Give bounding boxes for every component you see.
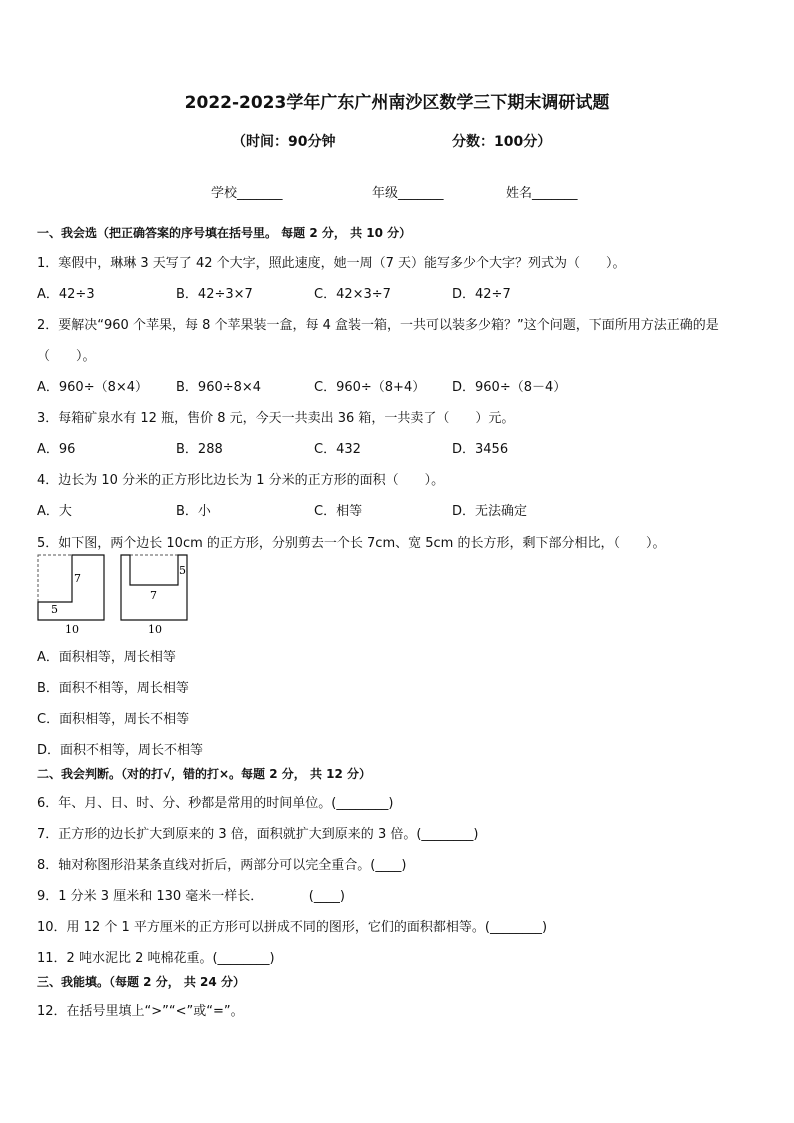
q4-option-c: C．相等 xyxy=(314,504,363,519)
q2-option-a: A．960÷（8×4） xyxy=(37,380,149,395)
question-12: 12．在括号里填上“>”“<”或“=”。 xyxy=(37,1004,244,1019)
grade-field: 年级_______ xyxy=(372,186,444,201)
question-9: 9．1 分米 3 厘米和 130 毫米一样长． (____) xyxy=(37,889,345,904)
question-6: 6．年、月、日、时、分、秒都是常用的时间单位。(________) xyxy=(37,796,394,811)
exam-time: （时间：90分钟 xyxy=(232,134,336,150)
section-2-heading: 二、我会判断。（对的打√，错的打×。每题 2 分， 共 12 分） xyxy=(37,767,371,781)
section-3-heading: 三、我能填。（每题 2 分， 共 24 分） xyxy=(37,975,245,989)
question-7: 7．正方形的边长扩大到原来的 3 倍，面积就扩大到原来的 3 倍。(________) xyxy=(37,827,479,842)
q3-option-a: A．96 xyxy=(37,442,76,457)
q2-option-d: D．960÷（8－4） xyxy=(452,380,567,395)
question-4: 4．边长为 10 分米的正方形比边长为 1 分米的正方形的面积（ ）。 xyxy=(37,473,445,488)
q1-option-a: A．42÷3 xyxy=(37,287,95,302)
q4-option-a: A．大 xyxy=(37,504,72,519)
q3-option-d: D．3456 xyxy=(452,442,509,457)
q3-option-c: C．432 xyxy=(314,442,361,457)
question-1: 1．寒假中，琳琳 3 天写了 42 个大字，照此速度，她一周（7 天）能写多少个大字？列式为（ ）。 xyxy=(37,256,626,271)
left-label-base: 10 xyxy=(65,623,79,636)
question-5: 5．如下图，两个边长 10cm 的正方形，分别剪去一个长 7cm、宽 5cm 的长方形，剩下部分相比，（ ）。 xyxy=(37,536,666,551)
q4-option-b: B．小 xyxy=(176,504,211,519)
q5-figure-right xyxy=(121,555,187,636)
q5-option-b: B．面积不相等，周长相等 xyxy=(37,681,189,696)
right-label-inner: 7 xyxy=(150,589,157,602)
left-label-inner: 5 xyxy=(51,603,58,616)
question-3: 3．每箱矿泉水有 12 瓶，售价 8 元，今天一共卖出 36 箱，一共卖了（ ）元。 xyxy=(37,411,515,426)
q5-figure-left xyxy=(38,555,104,636)
q5-option-c: C．面积相等，周长不相等 xyxy=(37,712,190,727)
exam-title: 2022-2023学年广东广州南沙区数学三下期末调研试题 xyxy=(184,93,610,113)
q3-option-b: B．288 xyxy=(176,442,223,457)
q5-figure xyxy=(34,552,194,638)
question-11: 11．2 吨水泥比 2 吨棉花重。(________) xyxy=(37,951,275,966)
q5-option-a: A．面积相等，周长相等 xyxy=(37,650,176,665)
section-1-heading: 一、我会选（把正确答案的序号填在括号里。 每题 2 分， 共 10 分） xyxy=(37,226,412,240)
question-8: 8．轴对称图形沿某条直线对折后，两部分可以完全重合。(____) xyxy=(37,858,407,873)
q2-option-c: C．960÷（8+4） xyxy=(314,380,426,395)
q1-option-d: D．42÷7 xyxy=(452,287,511,302)
q2-option-b: B．960÷8×4 xyxy=(176,380,262,395)
q4-option-d: D．无法确定 xyxy=(452,504,528,519)
school-field: 学校_______ xyxy=(211,186,283,201)
q1-option-c: C．42×3÷7 xyxy=(314,287,391,302)
right-label-base: 10 xyxy=(148,623,162,636)
question-10: 10．用 12 个 1 平方厘米的正方形可以拼成不同的图形，它们的面积都相等。(________) xyxy=(37,920,548,935)
name-field: 姓名_______ xyxy=(506,186,578,201)
left-label-side: 7 xyxy=(74,572,81,585)
exam-score: 分数：100分） xyxy=(452,134,552,150)
right-label-side: 5 xyxy=(179,564,186,577)
question-2-cont: （ ）。 xyxy=(37,349,96,364)
q1-option-b: B．42÷3×7 xyxy=(176,287,253,302)
q5-option-d: D．面积不相等，周长不相等 xyxy=(37,743,204,758)
question-2: 2．要解决“960 个苹果，每 8 个苹果装一盒，每 4 盒装一箱，一共可以装多少箱？”这个问题，下面所用方法正确的是 xyxy=(37,318,719,333)
